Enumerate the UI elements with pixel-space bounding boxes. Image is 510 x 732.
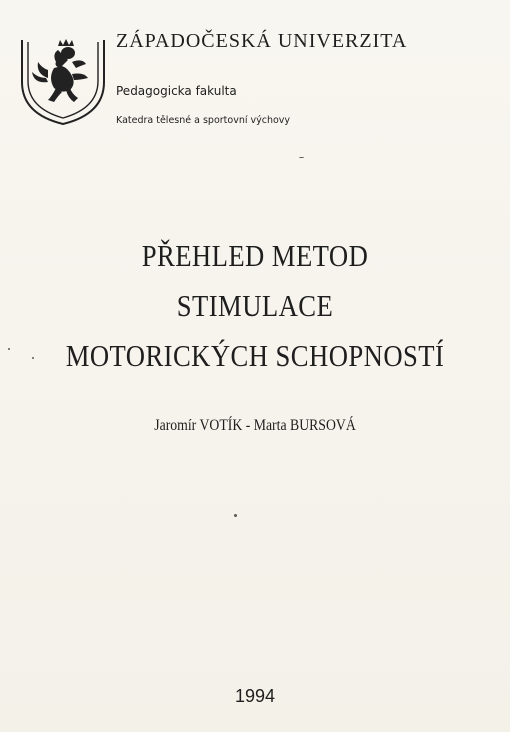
title-line-1: PŘEHLED METOD — [141, 238, 369, 273]
print-speck — [299, 157, 304, 158]
print-speck — [234, 514, 237, 517]
department-name: Katedra tělesné a sportovní výchovy — [116, 115, 291, 126]
title-line-3: MOTORICKÝCH SCHOPNOSTÍ — [65, 338, 445, 373]
title-line-2: STIMULACE — [176, 288, 334, 323]
publication-year: 1994 — [234, 686, 276, 706]
print-speck — [32, 357, 34, 359]
print-speck — [8, 348, 10, 350]
faculty-name: Pedagogicka fakulta — [116, 84, 237, 98]
lion-shield-icon — [18, 34, 108, 126]
university-name: ZÁPADOČESKÁ UNIVERZITA — [116, 30, 408, 52]
authors: Jaromír VOTÍK - Marta BURSOVÁ — [154, 417, 356, 434]
header — [18, 30, 488, 130]
